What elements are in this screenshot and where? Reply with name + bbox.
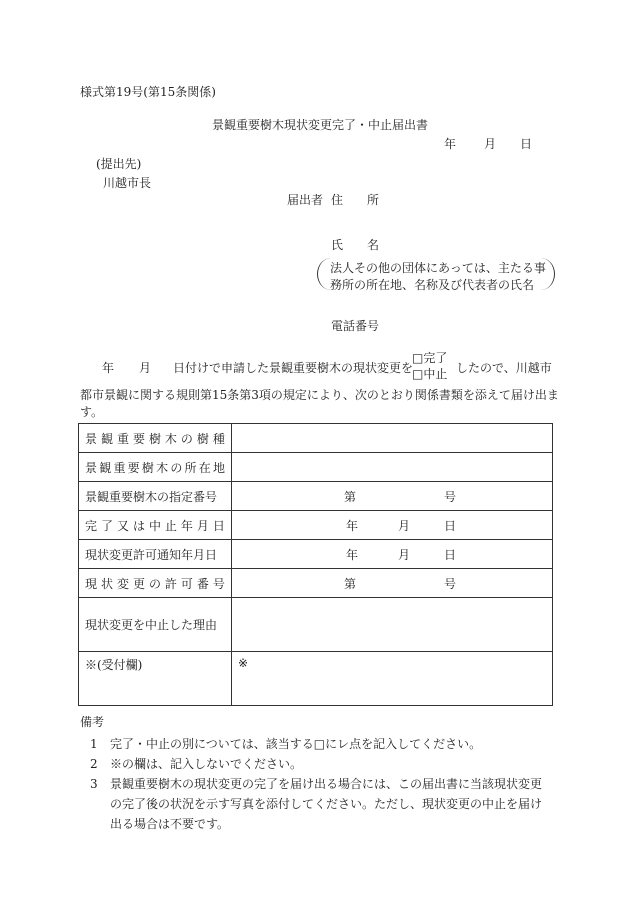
tree-location-field[interactable] xyxy=(232,453,553,482)
row-label-text xyxy=(85,517,225,534)
remark-number: 1 xyxy=(90,737,98,751)
label-char: 木 xyxy=(164,431,177,446)
label-char: 月 xyxy=(196,518,209,533)
row-label-text xyxy=(85,430,225,447)
permit-date-month: 月 xyxy=(398,548,411,562)
label-char: 了 xyxy=(100,518,113,533)
corporate-note-line1: 法人その他の団体にあっては、主たる事 xyxy=(330,261,546,275)
label-char: 景 xyxy=(85,460,98,475)
date-day: 日 xyxy=(520,137,533,151)
remark-item xyxy=(80,754,560,774)
designation-go: 号 xyxy=(444,490,457,504)
row-label-text: 現状変更許可通知年月日 xyxy=(85,547,218,562)
label-char: 観 xyxy=(99,460,112,475)
permit-go: 号 xyxy=(444,577,457,591)
label-char: 年 xyxy=(180,518,193,533)
label-char: 可 xyxy=(180,576,193,591)
table-row xyxy=(79,482,553,511)
label-char: 日 xyxy=(212,518,225,533)
address-label: 住 所 xyxy=(331,193,380,207)
label-char: 樹 xyxy=(196,431,209,446)
table-row xyxy=(79,598,553,652)
body-month: 月 xyxy=(139,361,152,375)
label-char: 樹 xyxy=(141,460,154,475)
phone-label: 電話番号 xyxy=(331,319,380,333)
form-title: 景観重要樹木現状変更完了・中止届出書 xyxy=(212,118,429,132)
label-char: 号 xyxy=(212,576,225,591)
permit-date-day: 日 xyxy=(444,548,457,562)
permit-date-field[interactable] xyxy=(232,540,553,569)
body-text4: す。 xyxy=(80,405,104,419)
table-row xyxy=(79,569,553,598)
label-char: 更 xyxy=(132,576,145,591)
body-text2: したので、川越市 xyxy=(456,361,552,375)
label-char: 景 xyxy=(85,431,98,446)
label-char: 地 xyxy=(212,460,225,475)
row-label-text: 景観重要樹木の指定番号 xyxy=(85,489,218,504)
body-text3: 都市景観に関する規則第15条第3項の規定により、次のとおり関係書類を添えて届け出ま xyxy=(80,388,559,402)
info-table xyxy=(78,423,553,706)
label-char: 重 xyxy=(116,431,129,446)
end-date-month: 月 xyxy=(398,519,411,533)
permit-dai: 第 xyxy=(344,577,357,591)
label-char: 在 xyxy=(198,460,211,475)
tree-species-field[interactable] xyxy=(232,424,553,453)
remark-text: ※の欄は、記入しないでください。 xyxy=(110,757,303,771)
table-row xyxy=(79,453,553,482)
designation-number-field[interactable] xyxy=(232,482,553,511)
applicant-label: 届出者 xyxy=(287,193,324,207)
row-label-text: 現状変更を中止した理由 xyxy=(85,618,218,632)
table-row xyxy=(79,652,553,706)
label-char: 変 xyxy=(116,576,129,591)
row-label-location xyxy=(79,453,232,482)
label-char: の xyxy=(148,576,161,591)
row-label-species xyxy=(79,424,232,453)
remarks-heading: 備考 xyxy=(80,715,105,729)
label-char: 要 xyxy=(132,431,145,446)
label-char: 完 xyxy=(85,518,98,533)
body-year: 年 xyxy=(102,361,115,375)
remark-number: 2 xyxy=(90,757,98,771)
label-char: 中 xyxy=(148,518,161,533)
label-char: の xyxy=(180,431,193,446)
remark-item xyxy=(80,734,560,754)
label-char: 木 xyxy=(156,460,169,475)
row-label-permit-number xyxy=(79,569,232,598)
name-label: 氏 名 xyxy=(331,238,380,252)
reception-mark: ※ xyxy=(232,652,553,706)
remarks xyxy=(80,712,560,834)
form-number: 様式第19号(第15条関係) xyxy=(80,85,216,99)
date-year: 年 xyxy=(444,137,457,151)
addressee-label: (提出先) xyxy=(96,157,142,171)
remark-item xyxy=(80,774,550,834)
label-char: 状 xyxy=(100,576,113,591)
date-month: 月 xyxy=(484,137,497,151)
label-char: の xyxy=(170,460,183,475)
cancel-reason-field[interactable] xyxy=(232,598,553,652)
body-text1: 日付けで申請した景観重要樹木の現状変更を xyxy=(173,361,414,375)
corporate-note xyxy=(330,260,546,294)
row-label-reason xyxy=(79,598,232,652)
label-char: 番 xyxy=(196,576,209,591)
row-label-text xyxy=(85,459,225,476)
label-char: 許 xyxy=(164,576,177,591)
permit-date-year: 年 xyxy=(346,548,359,562)
label-char: 現 xyxy=(85,576,98,591)
label-char: 要 xyxy=(127,460,140,475)
designation-dai: 第 xyxy=(344,490,357,504)
reception-label: ※(受付欄) xyxy=(79,652,232,706)
permit-number-field[interactable] xyxy=(232,569,553,598)
end-date-day: 日 xyxy=(444,519,457,533)
label-char: 種 xyxy=(212,431,225,446)
label-char: 又 xyxy=(116,518,129,533)
label-char: 止 xyxy=(164,518,177,533)
end-date-field[interactable] xyxy=(232,511,553,540)
option-cancel[interactable]: □中止 xyxy=(412,367,448,381)
row-label-end-date xyxy=(79,511,232,540)
label-char: 重 xyxy=(113,460,126,475)
row-label-permit-date xyxy=(79,540,232,569)
end-date-year: 年 xyxy=(346,519,359,533)
label-char: は xyxy=(132,518,145,533)
option-complete[interactable]: □完了 xyxy=(412,351,448,365)
addressee-name: 川越市長 xyxy=(103,176,152,190)
remark-number: 3 xyxy=(90,777,98,791)
label-char: 所 xyxy=(184,460,197,475)
table-row xyxy=(79,540,553,569)
remark-text: 景観重要樹木の現状変更の完了を届け出る場合には、この届出書に当該現状変更の完了後の状況を示す写真を添付してください。ただし、現状変更の中止を届け出る場合は不要です。 xyxy=(110,777,543,831)
label-char: 樹 xyxy=(148,431,161,446)
remark-text: 完了・中止の別については、該当する□にレ点を記入してください。 xyxy=(110,737,482,751)
table-row xyxy=(79,511,553,540)
row-label-designation xyxy=(79,482,232,511)
row-label-text xyxy=(85,575,225,592)
corporate-note-line2: 務所の所在地、名称及び代表者の氏名 xyxy=(330,278,535,292)
label-char: 観 xyxy=(100,431,113,446)
table-row xyxy=(79,424,553,453)
